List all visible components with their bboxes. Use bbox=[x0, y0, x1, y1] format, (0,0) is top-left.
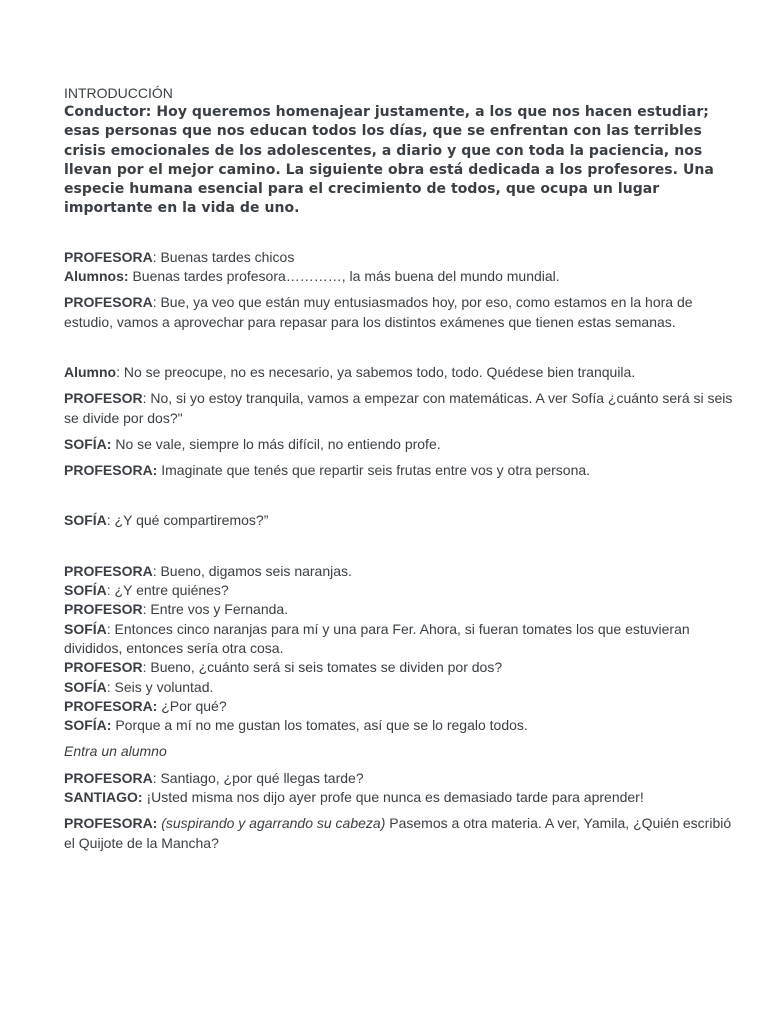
heading: INTRODUCCIÓN bbox=[64, 85, 173, 101]
intro-paragraph bbox=[64, 103, 734, 219]
dialogue-line: PROFESORA: Bueno, digamos seis naranjas. bbox=[64, 562, 352, 579]
speaker: PROFESOR bbox=[64, 601, 143, 618]
dialogue-line: PROFESORA: (suspirando y agarrando su cabeza) Pasemos a otra materia. A ver, Yamila, ¿Quién escribió el Quijote de la Mancha? bbox=[64, 815, 732, 851]
dialogue-line: PROFESOR: Entre vos y Fernanda. bbox=[64, 601, 289, 618]
dialogue-line: SOFÍA: Seis y voluntad. bbox=[64, 678, 214, 695]
dialogue-line: SOFÍA: Entonces cinco naranjas para mí y una para Fer. Ahora, si fueran tomates los que estuvieran divididos, entonces sería otra cosa. bbox=[64, 620, 690, 656]
speaker: SOFÍA bbox=[64, 678, 107, 695]
speaker: PROFESORA: bbox=[64, 697, 158, 714]
dialogue-line: PROFESORA: Buenas tardes chicos bbox=[64, 248, 295, 265]
dialogue-line: PROFESOR: Bueno, ¿cuánto será si seis tomates se dividen por dos? bbox=[64, 659, 503, 676]
dialogue-line: PROFESOR: No, si yo estoy tranquila, vamos a empezar con matemáticas. A ver Sofía ¿cuánto será si seis se divide por dos?" bbox=[64, 390, 733, 426]
speaker: PROFESORA bbox=[64, 248, 153, 265]
speaker: PROFESORA: bbox=[64, 815, 158, 832]
intro-text: Hoy queremos homenajear justamente, a los que nos hacen estudiar; esas personas que nos educan todos los días, que se enfrentan con las terribles crisis emocionales de los adolescentes, a diario y que con toda la paciencia, nos llevan por el mejor camino. La siguiente obra está dedicada a los profesores. Una especie humana esencial para el crecimiento de todos, que ocupa un lugar importante en la vida de uno. bbox=[64, 104, 714, 217]
speaker: SOFÍA bbox=[64, 620, 107, 637]
dialogue-line: SOFÍA: ¿Y qué compartiremos?” bbox=[64, 512, 269, 529]
speaker: Alumno bbox=[64, 363, 117, 380]
speaker: PROFESOR bbox=[64, 659, 143, 676]
dialogue-line: SANTIAGO: ¡Usted misma nos dijo ayer profe que nunca es demasiado tarde para aprender! bbox=[64, 789, 644, 806]
speaker: PROFESORA bbox=[64, 294, 153, 311]
speaker: SOFÍA bbox=[64, 582, 107, 599]
dialogue-line: SOFÍA: Porque a mí no me gustan los tomates, así que se lo regalo todos. bbox=[64, 717, 528, 734]
stage-aside: (suspirando y agarrando su cabeza) bbox=[161, 815, 386, 832]
dialogue-line: Alumno: No se preocupe, no es necesario, ya sabemos todo, todo. Quédese bien tranquila. bbox=[64, 363, 636, 380]
speaker: PROFESOR bbox=[64, 390, 143, 407]
intro-speaker: Conductor: bbox=[64, 104, 152, 120]
speaker: SOFÍA bbox=[64, 512, 107, 529]
dialogue-line: PROFESORA: Imaginate que tenés que repartir seis frutas entre vos y otra persona. bbox=[64, 462, 591, 479]
dialogue-line: SOFÍA: ¿Y entre quiénes? bbox=[64, 582, 229, 599]
speaker: SANTIAGO: bbox=[64, 789, 143, 806]
speaker: SOFÍA: bbox=[64, 717, 112, 734]
dialogue-line: Alumnos: Buenas tardes profesora…………, la más buena del mundo mundial. bbox=[64, 268, 560, 285]
speaker: PROFESORA bbox=[64, 562, 153, 579]
dialogue-line: PROFESORA: Santiago, ¿por qué llegas tarde? bbox=[64, 769, 364, 786]
document-page bbox=[64, 84, 734, 853]
speaker: PROFESORA bbox=[64, 769, 153, 786]
speaker: PROFESORA: bbox=[64, 462, 158, 479]
dialogue-line: SOFÍA: No se vale, siempre lo más difícil, no entiendo profe. bbox=[64, 435, 441, 452]
stage-direction: Entra un alumno bbox=[64, 743, 167, 760]
dialogue-line: PROFESORA: ¿Por qué? bbox=[64, 697, 227, 714]
speaker: SOFÍA: bbox=[64, 435, 112, 452]
dialogue-line: PROFESORA: Bue, ya veo que están muy entusiasmados hoy, por eso, como estamos en la hora de estudio, vamos a aprovechar para repasar para los distintos exámenes que tienen estas semanas. bbox=[64, 294, 693, 330]
speaker: Alumnos: bbox=[64, 268, 129, 285]
